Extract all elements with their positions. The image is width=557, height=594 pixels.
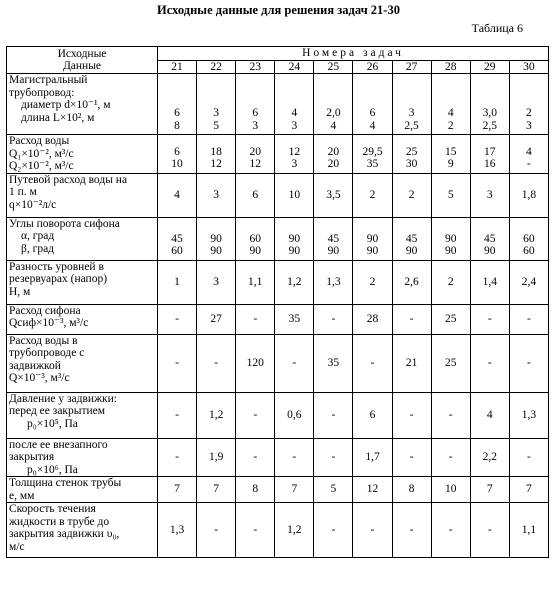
value-cell: 3: [470, 173, 509, 217]
header-task-number: 25: [314, 60, 353, 74]
value-line: 90: [210, 232, 222, 245]
value-line: 60: [249, 232, 261, 245]
value-line: 4: [369, 119, 376, 132]
value-cell: [392, 74, 431, 135]
parameter-label-line: диаметр d×10⁻¹, м: [21, 99, 111, 111]
value-line: 35: [366, 158, 379, 170]
parameter-label-line: Q₁×10⁻², м³/с: [9, 147, 74, 160]
parameter-label-line: после ее внезапного: [9, 438, 108, 451]
parameter-label-line: Магистральный: [9, 74, 88, 86]
value-cell: [314, 135, 353, 174]
value-cell: 1,9: [197, 438, 236, 477]
parameter-label-line: Расход сифона: [9, 304, 81, 317]
value-cell: [236, 217, 275, 260]
table-row: [7, 74, 549, 135]
value-cell: [431, 74, 470, 135]
parameter-label: [7, 217, 158, 260]
value-line: 20: [249, 145, 261, 158]
value-line: 12: [249, 158, 261, 170]
value-cell: 0,6: [275, 392, 314, 438]
value-cell: 1,2: [197, 392, 236, 438]
value-cell: 28: [353, 304, 392, 334]
value-cell: -: [275, 334, 314, 392]
value-cell: -: [470, 334, 509, 392]
table-row: [7, 477, 549, 503]
page-title: Исходные данные для решения задач 21-30: [157, 3, 400, 17]
parameter-label-line: Расход воды: [9, 135, 70, 147]
value-line: 4: [447, 107, 454, 119]
parameter-label-line: длина L×10², м: [21, 111, 95, 124]
table-row: [7, 503, 549, 558]
value-cell: -: [431, 392, 470, 438]
parameter-label-line: Qсиф×10⁻³, м³/с: [9, 317, 89, 329]
value-cell: 1: [158, 260, 197, 304]
value-cell: [236, 135, 275, 174]
value-cell: -: [314, 392, 353, 438]
value-cell: 7: [197, 477, 236, 503]
value-line: 18: [210, 145, 222, 158]
value-cell: 3,5: [314, 173, 353, 217]
value-cell: [353, 217, 392, 260]
parameter-label: [7, 260, 158, 304]
value-cell: 2,2: [470, 438, 509, 477]
value-line: 25: [405, 145, 418, 158]
header-task-number: 30: [509, 60, 548, 74]
header-task-number: 22: [197, 60, 236, 74]
parameter-label-line: q×10⁻²л/с: [9, 198, 57, 211]
value-cell: -: [392, 503, 431, 558]
table-row: [7, 438, 549, 477]
value-cell: 25: [431, 334, 470, 392]
header-left-line-1: Исходные: [57, 47, 107, 60]
value-cell: -: [275, 438, 314, 477]
value-cell: [158, 135, 197, 174]
value-cell: [470, 217, 509, 260]
value-cell: -: [392, 304, 431, 334]
value-line: 90: [366, 245, 379, 257]
value-line: 3: [408, 107, 415, 119]
parameter-label-line: Разность уровней в: [9, 260, 104, 273]
table-row: [7, 304, 549, 334]
value-cell: [392, 135, 431, 174]
value-cell: 8: [392, 477, 431, 503]
value-cell: [197, 74, 236, 135]
header-task-number: 26: [353, 60, 392, 74]
value-line: 20: [327, 145, 340, 158]
parameter-label-line: Расход воды в: [9, 334, 78, 347]
header-task-number: 28: [431, 60, 470, 74]
value-line: 45: [405, 232, 418, 245]
parameter-label-line: жидкости в трубе до: [9, 515, 110, 528]
value-cell: -: [236, 304, 275, 334]
value-cell: 5: [314, 477, 353, 503]
value-line: 3: [526, 119, 532, 132]
value-cell: -: [431, 438, 470, 477]
value-cell: 1,3: [314, 260, 353, 304]
value-line: 3: [291, 119, 298, 132]
parameter-label-line: задвижкой: [9, 359, 61, 372]
value-cell: -: [353, 334, 392, 392]
value-line: 2: [526, 107, 532, 119]
value-line: -: [527, 158, 531, 170]
parameter-label-line: м/с: [9, 540, 25, 553]
header-left: [7, 47, 158, 74]
value-cell: 5: [431, 173, 470, 217]
parameter-label-line: H, м: [9, 285, 31, 298]
value-cell: 35: [275, 304, 314, 334]
value-cell: 1,7: [353, 438, 392, 477]
value-line: 5: [213, 119, 220, 132]
value-cell: 4: [470, 392, 509, 438]
value-line: 90: [405, 245, 418, 257]
value-line: 90: [444, 232, 457, 245]
parameter-label-line: перед ее закрытием: [9, 405, 106, 417]
value-line: 4: [526, 145, 532, 158]
value-cell: 1,8: [509, 173, 548, 217]
value-line: 29,5: [362, 145, 383, 158]
value-cell: -: [314, 304, 353, 334]
value-cell: 1,1: [236, 260, 275, 304]
value-line: 12: [288, 145, 301, 158]
value-line: 17: [484, 145, 496, 158]
value-cell: -: [353, 503, 392, 558]
parameter-label-line: Скорость течения: [9, 503, 96, 515]
value-line: 90: [288, 245, 301, 257]
value-cell: 1,3: [509, 392, 548, 438]
value-cell: [431, 135, 470, 174]
table-row: [7, 135, 549, 174]
parameter-label: [7, 74, 158, 135]
value-cell: 1,3: [158, 503, 197, 558]
value-line: 90: [288, 232, 301, 245]
parameter-label: [7, 438, 158, 477]
value-cell: 2: [431, 260, 470, 304]
value-line: 3: [213, 107, 220, 119]
value-cell: [353, 135, 392, 174]
value-line: 10: [171, 158, 183, 170]
value-cell: 1,2: [275, 503, 314, 558]
header-task-number: 23: [236, 60, 275, 74]
value-cell: [197, 135, 236, 174]
value-line: 3: [291, 158, 298, 170]
data-table: [6, 46, 549, 558]
value-cell: -: [197, 334, 236, 392]
value-line: 90: [366, 232, 379, 245]
value-cell: [236, 74, 275, 135]
value-cell: 2,4: [509, 260, 548, 304]
table-row: [7, 217, 549, 260]
header-left-line-2: Данные: [62, 60, 102, 72]
parameter-label-line: β, град: [21, 242, 55, 255]
value-cell: 7: [470, 477, 509, 503]
value-cell: -: [197, 503, 236, 558]
value-line: 90: [210, 245, 222, 257]
parameter-label: [7, 477, 158, 503]
parameter-label: [7, 334, 158, 392]
value-cell: [275, 217, 314, 260]
header-group: Номера задач: [158, 47, 549, 61]
value-line: 12: [210, 158, 222, 170]
value-cell: 3: [197, 173, 236, 217]
value-line: 3,0: [482, 107, 497, 119]
parameter-label-line: p₀×10⁶, Па: [27, 463, 78, 476]
value-cell: -: [509, 334, 548, 392]
value-cell: -: [392, 438, 431, 477]
value-line: 60: [171, 245, 183, 257]
table-body: [7, 74, 549, 558]
parameter-label-line: трубопровод:: [9, 86, 75, 99]
value-cell: 3: [197, 260, 236, 304]
value-line: 6: [174, 145, 180, 158]
parameter-label-line: закрытия: [9, 451, 55, 463]
value-line: 60: [523, 245, 535, 257]
parameter-label: [7, 135, 158, 174]
parameter-label: [7, 503, 158, 558]
parameter-label-line: Q×10⁻³, м³/с: [9, 372, 70, 384]
value-cell: -: [236, 438, 275, 477]
parameter-label-line: 1 п. м: [9, 186, 37, 198]
parameter-label-line: трубопроводе с: [9, 347, 85, 359]
value-line: 6: [174, 107, 180, 119]
value-line: 6: [369, 107, 376, 119]
value-cell: [392, 217, 431, 260]
value-line: 3: [252, 119, 259, 132]
value-line: 6: [252, 107, 259, 119]
parameter-label-line: резервуарах (напор): [9, 273, 108, 285]
parameter-label-line: α, град: [21, 230, 55, 242]
value-cell: 7: [275, 477, 314, 503]
value-line: 8: [174, 119, 180, 132]
value-cell: 2: [392, 173, 431, 217]
value-cell: [275, 135, 314, 174]
value-line: 2,5: [404, 119, 419, 132]
value-line: 2: [447, 119, 454, 132]
value-cell: [275, 74, 314, 135]
value-cell: 25: [431, 304, 470, 334]
value-cell: 27: [197, 304, 236, 334]
value-cell: -: [314, 503, 353, 558]
value-cell: 7: [158, 477, 197, 503]
value-cell: 2: [353, 260, 392, 304]
value-cell: 35: [314, 334, 353, 392]
value-line: 4: [330, 119, 337, 132]
value-cell: -: [158, 438, 197, 477]
value-line: 90: [327, 245, 340, 257]
value-cell: [470, 74, 509, 135]
value-cell: 1,1: [509, 503, 548, 558]
value-line: 90: [249, 245, 261, 257]
value-cell: -: [236, 392, 275, 438]
value-cell: [158, 217, 197, 260]
parameter-label-line: Давление у задвижки:: [9, 392, 117, 405]
value-cell: 2,6: [392, 260, 431, 304]
value-cell: 21: [392, 334, 431, 392]
value-line: 20: [327, 158, 340, 170]
value-cell: [314, 217, 353, 260]
value-cell: [158, 74, 197, 135]
value-cell: -: [158, 334, 197, 392]
value-line: 90: [484, 245, 496, 257]
value-cell: -: [470, 304, 509, 334]
header-task-number: 27: [392, 60, 431, 74]
value-cell: -: [509, 304, 548, 334]
table-row: [7, 173, 549, 217]
value-cell: 10: [275, 173, 314, 217]
parameter-label: [7, 304, 158, 334]
value-line: 30: [405, 158, 418, 170]
value-cell: 1,2: [275, 260, 314, 304]
value-line: 15: [444, 145, 457, 158]
table-row: [7, 260, 549, 304]
parameter-label-line: Путевой расход воды на: [9, 173, 128, 186]
header-task-number: 29: [470, 60, 509, 74]
value-cell: 8: [236, 477, 275, 503]
table-row: [7, 392, 549, 438]
value-line: 2,0: [326, 107, 341, 119]
value-cell: -: [509, 438, 548, 477]
value-cell: [197, 217, 236, 260]
value-line: 45: [484, 232, 496, 245]
value-cell: 120: [236, 334, 275, 392]
value-line: 45: [171, 232, 183, 245]
value-cell: [509, 74, 548, 135]
table-label: Таблица 6: [471, 21, 523, 35]
value-line: 9: [447, 158, 454, 170]
parameter-label-line: e, мм: [9, 489, 35, 502]
value-cell: [509, 217, 548, 260]
value-cell: -: [158, 304, 197, 334]
value-cell: -: [431, 503, 470, 558]
parameter-label-line: p₀×10⁵, Па: [27, 417, 78, 430]
parameter-label: [7, 392, 158, 438]
parameter-label-line: Толщина стенок трубы: [9, 477, 122, 489]
parameter-label-line: закрытия задвижки υ₀,: [9, 528, 120, 540]
value-cell: 7: [509, 477, 548, 503]
table-row: [7, 334, 549, 392]
value-line: 45: [327, 232, 340, 245]
value-cell: [431, 217, 470, 260]
value-line: 16: [484, 158, 496, 170]
parameter-label-line: Углы поворота сифона: [9, 217, 120, 230]
value-cell: -: [236, 503, 275, 558]
value-cell: -: [314, 438, 353, 477]
value-line: 2,5: [482, 119, 497, 132]
value-cell: 1,4: [470, 260, 509, 304]
value-cell: 10: [431, 477, 470, 503]
header-task-number: 24: [275, 60, 314, 74]
value-line: 4: [291, 107, 298, 119]
parameter-label: [7, 173, 158, 217]
value-cell: [314, 74, 353, 135]
value-cell: 2: [353, 173, 392, 217]
value-cell: -: [158, 392, 197, 438]
value-cell: 6: [353, 392, 392, 438]
value-cell: 6: [236, 173, 275, 217]
value-cell: -: [470, 503, 509, 558]
header-task-number: 21: [158, 60, 197, 74]
value-cell: -: [392, 392, 431, 438]
parameter-label-line: Q₂×10⁻², м³/с: [9, 160, 74, 172]
value-line: 60: [523, 232, 535, 245]
value-line: 90: [444, 245, 457, 257]
value-cell: [353, 74, 392, 135]
value-cell: 4: [158, 173, 197, 217]
value-cell: [470, 135, 509, 174]
header-row-group: [7, 47, 549, 61]
value-cell: [509, 135, 548, 174]
value-cell: 12: [353, 477, 392, 503]
